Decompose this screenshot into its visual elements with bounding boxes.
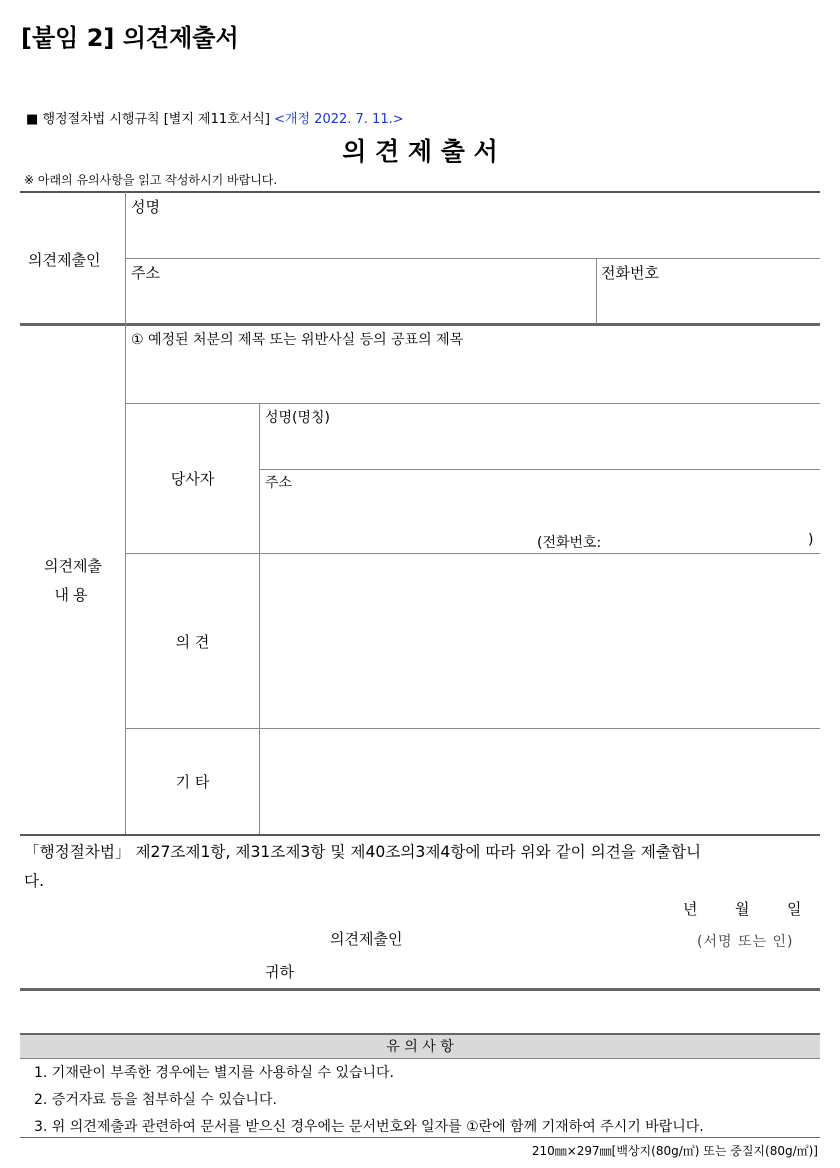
party-phone-open: (전화번호: — [537, 535, 602, 551]
party-name-label: 성명(명칭) — [265, 410, 331, 426]
submitter-phone-label: 전화번호 — [601, 264, 659, 282]
content-section-label-line2: 내용 — [54, 586, 92, 604]
submitter-name-label: 성명 — [131, 198, 160, 216]
label-column-divider — [125, 192, 126, 834]
square-bullet-icon: ■ — [26, 112, 39, 127]
submitter-address-label: 주소 — [131, 264, 160, 282]
party-address-label: 주소 — [265, 475, 293, 491]
opinion-divider — [126, 728, 820, 729]
notes-header: 유 의 사 항 — [386, 1039, 454, 1055]
date-day-label: 일 — [787, 900, 802, 918]
item1-divider — [126, 403, 820, 404]
statement-line1: 「행정절차법」 제27조제1항, 제31조제3항 및 제40조의3제4항에 따라 위와 같이 의견을 제출합니 — [24, 843, 702, 861]
item1-label: ① 예정된 처분의 제목 또는 위반사실 등의 공표의 제목 — [131, 332, 464, 348]
table-bottom-border — [20, 834, 820, 836]
table-top-border — [20, 191, 820, 193]
party-divider — [126, 553, 820, 554]
other-label: 기 타 — [175, 773, 210, 791]
party-name-divider — [259, 469, 820, 470]
notes-bottom-border — [20, 1137, 820, 1138]
signature-sign-label: (서명 또는 인) — [697, 934, 794, 950]
note-item: 1. 기재란이 부족한 경우에는 별지를 사용하실 수 있습니다. — [34, 1065, 395, 1081]
form-law-reference — [26, 108, 404, 127]
note-item: 2. 증거자료 등을 첨부하실 수 있습니다. — [34, 1092, 277, 1108]
recipient-label: 귀하 — [265, 963, 294, 981]
sub-label-column-divider — [259, 403, 260, 834]
statement-bottom-border — [20, 988, 820, 991]
form-title: 의 견 제 출 서 — [342, 137, 498, 166]
section-divider — [20, 323, 820, 326]
party-phone-close: ) — [808, 532, 814, 548]
date-year-label: 년 — [683, 900, 698, 918]
date-month-label: 월 — [735, 900, 750, 918]
submitter-divider — [126, 258, 820, 259]
law-reference-text: 행정절차법 시행규칙 [별지 제11호서식] — [42, 112, 270, 127]
submitter-section-label: 의견제출인 — [28, 251, 101, 269]
attachment-title: [붙임 2] 의견제출서 — [21, 24, 239, 52]
signature-submitter-label: 의견제출인 — [330, 930, 403, 948]
note-item: 3. 위 의견제출과 관련하여 문서를 받으신 경우에는 문서번호와 일자를 ①란에 함께 기재하여 주시기 바랍니다. — [34, 1119, 704, 1135]
address-phone-divider — [596, 258, 597, 323]
paper-spec: 210㎜×297㎜[백상지(80g/㎡) 또는 중질지(80g/㎡)] — [531, 1144, 818, 1158]
party-label: 당사자 — [170, 470, 215, 488]
content-section-label-line1: 의견제출 — [44, 557, 102, 575]
opinion-label: 의 견 — [175, 633, 210, 651]
form-notice: ※ 아래의 유의사항을 읽고 작성하시기 바랍니다. — [24, 173, 278, 187]
statement-line2: 다. — [24, 872, 45, 890]
revision-date: <개정 2022. 7. 11.> — [274, 112, 404, 127]
